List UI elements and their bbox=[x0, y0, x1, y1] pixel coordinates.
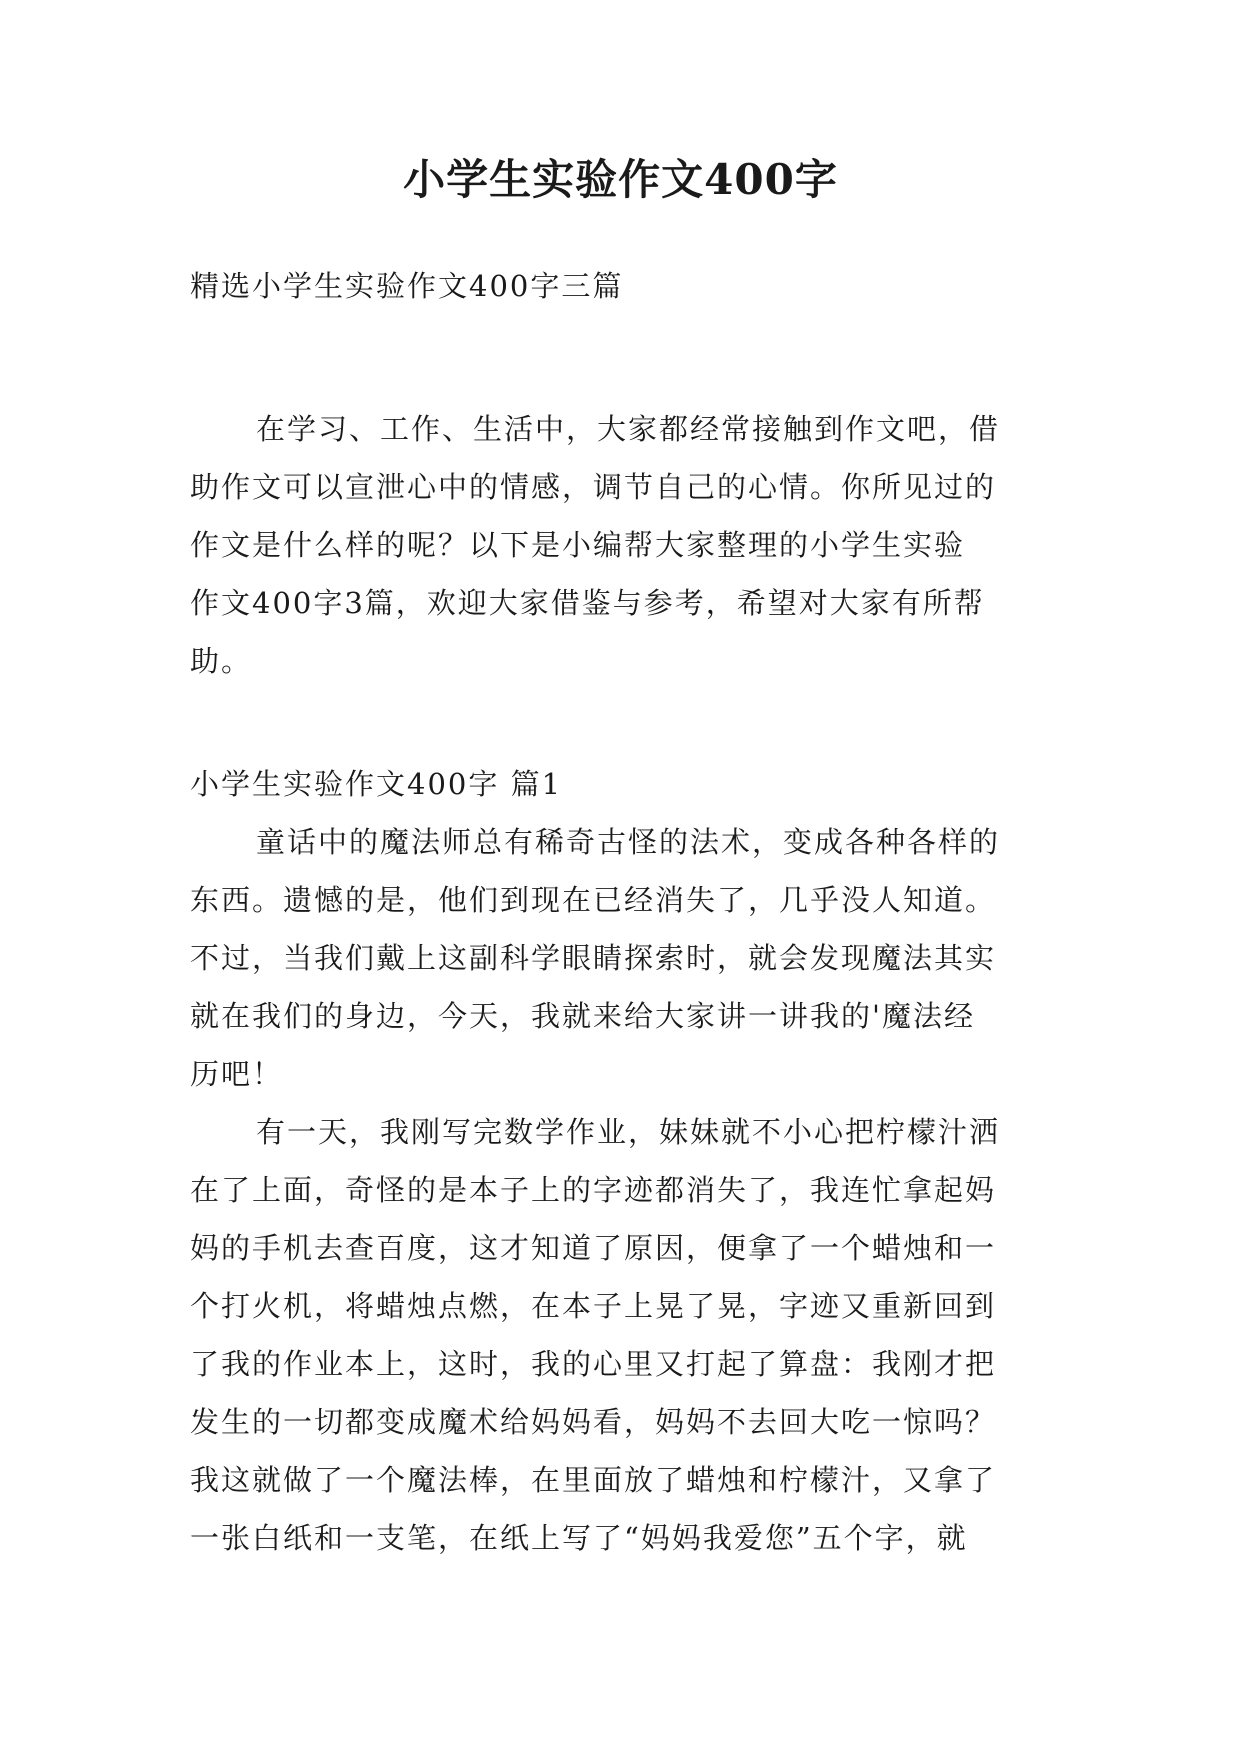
document-subtitle: 精选小学生实验作文400字三篇 bbox=[190, 269, 624, 303]
intro-paragraph bbox=[190, 400, 1060, 690]
paragraph-line: 有一天，我刚写完数学作业，妹妹就不小心把柠檬汁洒 bbox=[256, 1115, 1001, 1149]
paragraph-line: 一张白纸和一支笔，在纸上写了“妈妈我爱您”五个字，就 bbox=[190, 1521, 968, 1555]
paragraph-line: 妈的手机去查百度，这才知道了原因，便拿了一个蜡烛和一 bbox=[190, 1231, 997, 1265]
paragraph-line: 童话中的魔法师总有稀奇古怪的法术，变成各种各样的 bbox=[256, 825, 1001, 859]
intro-line: 作文是什么样的呢？以下是小编帮大家整理的小学生实验 bbox=[190, 528, 966, 562]
paragraph-line: 不过，当我们戴上这副科学眼睛探索时，就会发现魔法其实 bbox=[190, 941, 997, 975]
intro-line: 助作文可以宣泄心中的情感，调节自己的心情。你所见过的 bbox=[190, 470, 997, 504]
paragraph-line: 就在我们的身边，今天，我就来给大家讲一讲我的'魔法经 bbox=[190, 999, 975, 1033]
intro-line: 作文400字3篇，欢迎大家借鉴与参考，希望对大家有所帮 bbox=[190, 586, 985, 620]
essay-paragraph-2 bbox=[190, 1103, 1060, 1567]
intro-line: 助。 bbox=[190, 644, 253, 678]
paragraph-line: 我这就做了一个魔法棒，在里面放了蜡烛和柠檬汁，又拿了 bbox=[190, 1463, 997, 1497]
paragraph-line: 东西。遗憾的是，他们到现在已经消失了，几乎没人知道。 bbox=[190, 883, 997, 917]
paragraph-line: 在了上面，奇怪的是本子上的字迹都消失了，我连忙拿起妈 bbox=[190, 1173, 997, 1207]
essay-paragraph-1 bbox=[190, 813, 1060, 1103]
section-heading: 小学生实验作文400字 篇1 bbox=[190, 767, 563, 801]
paragraph-line: 历吧！ bbox=[190, 1057, 284, 1091]
intro-line: 在学习、工作、生活中，大家都经常接触到作文吧，借 bbox=[256, 412, 1001, 446]
document-title: 小学生实验作文400字 bbox=[403, 155, 838, 204]
paragraph-line: 了我的作业本上，这时，我的心里又打起了算盘：我刚才把 bbox=[190, 1347, 997, 1381]
essay-section-1 bbox=[190, 755, 1060, 1567]
paragraph-line: 发生的一切都变成魔术给妈妈看，妈妈不去回大吃一惊吗？ bbox=[190, 1405, 997, 1439]
paragraph-line: 个打火机，将蜡烛点燃，在本子上晃了晃，字迹又重新回到 bbox=[190, 1289, 997, 1323]
